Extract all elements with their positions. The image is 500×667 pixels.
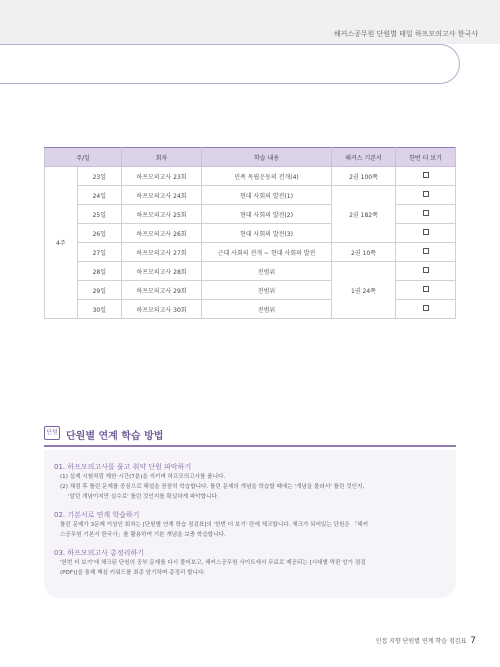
day-cell: 26일 — [77, 224, 121, 243]
review-cell — [396, 186, 456, 205]
table-row — [45, 262, 456, 281]
footer-text: 인접 지향 단원별 연계 학습 점검표 — [375, 638, 467, 645]
day-cell: 29일 — [77, 281, 121, 300]
review-checkbox[interactable] — [423, 229, 429, 235]
content-cell: 현대 사회의 발전(2) — [202, 205, 332, 224]
content-cell: 현대 사회의 발전(1) — [202, 186, 332, 205]
col-header-book: 해커스 기본서 — [332, 148, 396, 167]
page-number: 7 — [470, 636, 476, 646]
day-cell: 28일 — [77, 262, 121, 281]
review-cell — [396, 281, 456, 300]
round-cell: 하프모의고사 26회 — [122, 224, 202, 243]
step-heading-3: 03. 하프모의고사 총정리하기 — [54, 549, 144, 557]
content-cell: 현대 사회의 발전(3) — [202, 224, 332, 243]
round-cell: 하프모의고사 23회 — [122, 167, 202, 186]
book-cell: 2권 100쪽 — [332, 167, 396, 186]
col-header-review: 한번 더 보기 — [396, 148, 456, 167]
step-line: 스공무원 기본서 한국사」를 활용하여 기본 개념을 보충 학습합니다. — [60, 532, 226, 538]
week-cell: 4주 — [45, 167, 78, 319]
col-header-round: 회차 — [122, 148, 202, 167]
content-cell: 전범위 — [202, 281, 332, 300]
method-box — [44, 450, 456, 598]
section-divider — [44, 445, 456, 447]
round-cell: 하프모의고사 24회 — [122, 186, 202, 205]
step-line: (PDF)]을 통해 핵심 키워드를 최종 암기하며 총정리 합니다. — [60, 570, 206, 576]
review-cell — [396, 262, 456, 281]
step-line: '한번 더 보기'에 체크된 단원의 공부 문제를 다시 풀어보고, 해커스공무원 사이트에서 무료로 제공되는 [시대별 막판 암기 점검 — [60, 560, 366, 566]
day-cell: 27일 — [77, 243, 121, 262]
review-cell — [396, 243, 456, 262]
day-cell: 23일 — [77, 167, 121, 186]
step-line: (1) 실제 시험처럼 제한 시간(7분)을 지키며 하프모의고사를 풉니다. — [60, 474, 226, 480]
review-checkbox[interactable] — [423, 286, 429, 292]
table-header-row — [45, 148, 456, 167]
table-row — [45, 167, 456, 186]
review-checkbox[interactable] — [423, 210, 429, 216]
content-cell: 전범위 — [202, 262, 332, 281]
page-footer — [376, 636, 476, 646]
day-cell: 25일 — [77, 205, 121, 224]
schedule-table — [44, 147, 456, 319]
step-heading-2: 02. 기본서로 연계 학습하기 — [54, 511, 140, 519]
table-row — [45, 186, 456, 205]
review-checkbox[interactable] — [423, 248, 429, 254]
review-cell — [396, 167, 456, 186]
round-cell: 하프모의고사 28회 — [122, 262, 202, 281]
round-cell: 하프모의고사 30회 — [122, 300, 202, 319]
day-cell: 30일 — [77, 300, 121, 319]
step-line: 틀린 문제가 3문제 이상인 회차는 [단원별 연계 학습 점검표]의 '한번 더 보기' 란에 체크합니다. 체크가 되어있는 단원은 「해커 — [60, 522, 368, 528]
header-box — [0, 44, 460, 84]
review-cell — [396, 205, 456, 224]
col-header-week: 주/일 — [45, 148, 122, 167]
book-cell: 1권 24쪽 — [332, 262, 396, 319]
book-cell: 2권 182쪽 — [332, 186, 396, 243]
page-header-title: 해커스공무원 단원별 테일 하프모의고사 한국사 — [333, 30, 478, 38]
review-checkbox[interactable] — [423, 305, 429, 311]
section-title: 단원별 연계 학습 방법 — [66, 431, 164, 442]
section-header — [44, 424, 456, 444]
round-cell: 하프모의고사 27회 — [122, 243, 202, 262]
col-header-content: 학습 내용 — [202, 148, 332, 167]
review-cell — [396, 224, 456, 243]
content-cell: 전범위 — [202, 300, 332, 319]
step-heading-1: 01. 하프모의고사를 풀고 취약 단원 파악하기 — [54, 463, 192, 471]
step-line: '알던 개념이지만 실수로' 틀린 것인지를 확실하게 파악합니다. — [68, 494, 219, 500]
review-cell — [396, 300, 456, 319]
review-checkbox[interactable] — [423, 267, 429, 273]
round-cell: 하프모의고사 25회 — [122, 205, 202, 224]
table-row — [45, 243, 456, 262]
step-line: (2) 채점 후 틀린 문제를 중심으로 해설을 꼼꼼히 학습합니다. 틀린 문제의 개념을 학습할 때에는 '개념을 몰라서' 틀린 것인지, — [60, 484, 365, 490]
content-cell: 근대 사회의 전개 ~ 현대 사회의 발전 — [202, 243, 332, 262]
content-cell: 민족 독립운동의 전개(4) — [202, 167, 332, 186]
review-checkbox[interactable] — [423, 191, 429, 197]
review-checkbox[interactable] — [423, 172, 429, 178]
unit-icon: 단원 — [44, 426, 60, 440]
round-cell: 하프모의고사 29회 — [122, 281, 202, 300]
book-cell: 2권 10쪽 — [332, 243, 396, 262]
day-cell: 24일 — [77, 186, 121, 205]
